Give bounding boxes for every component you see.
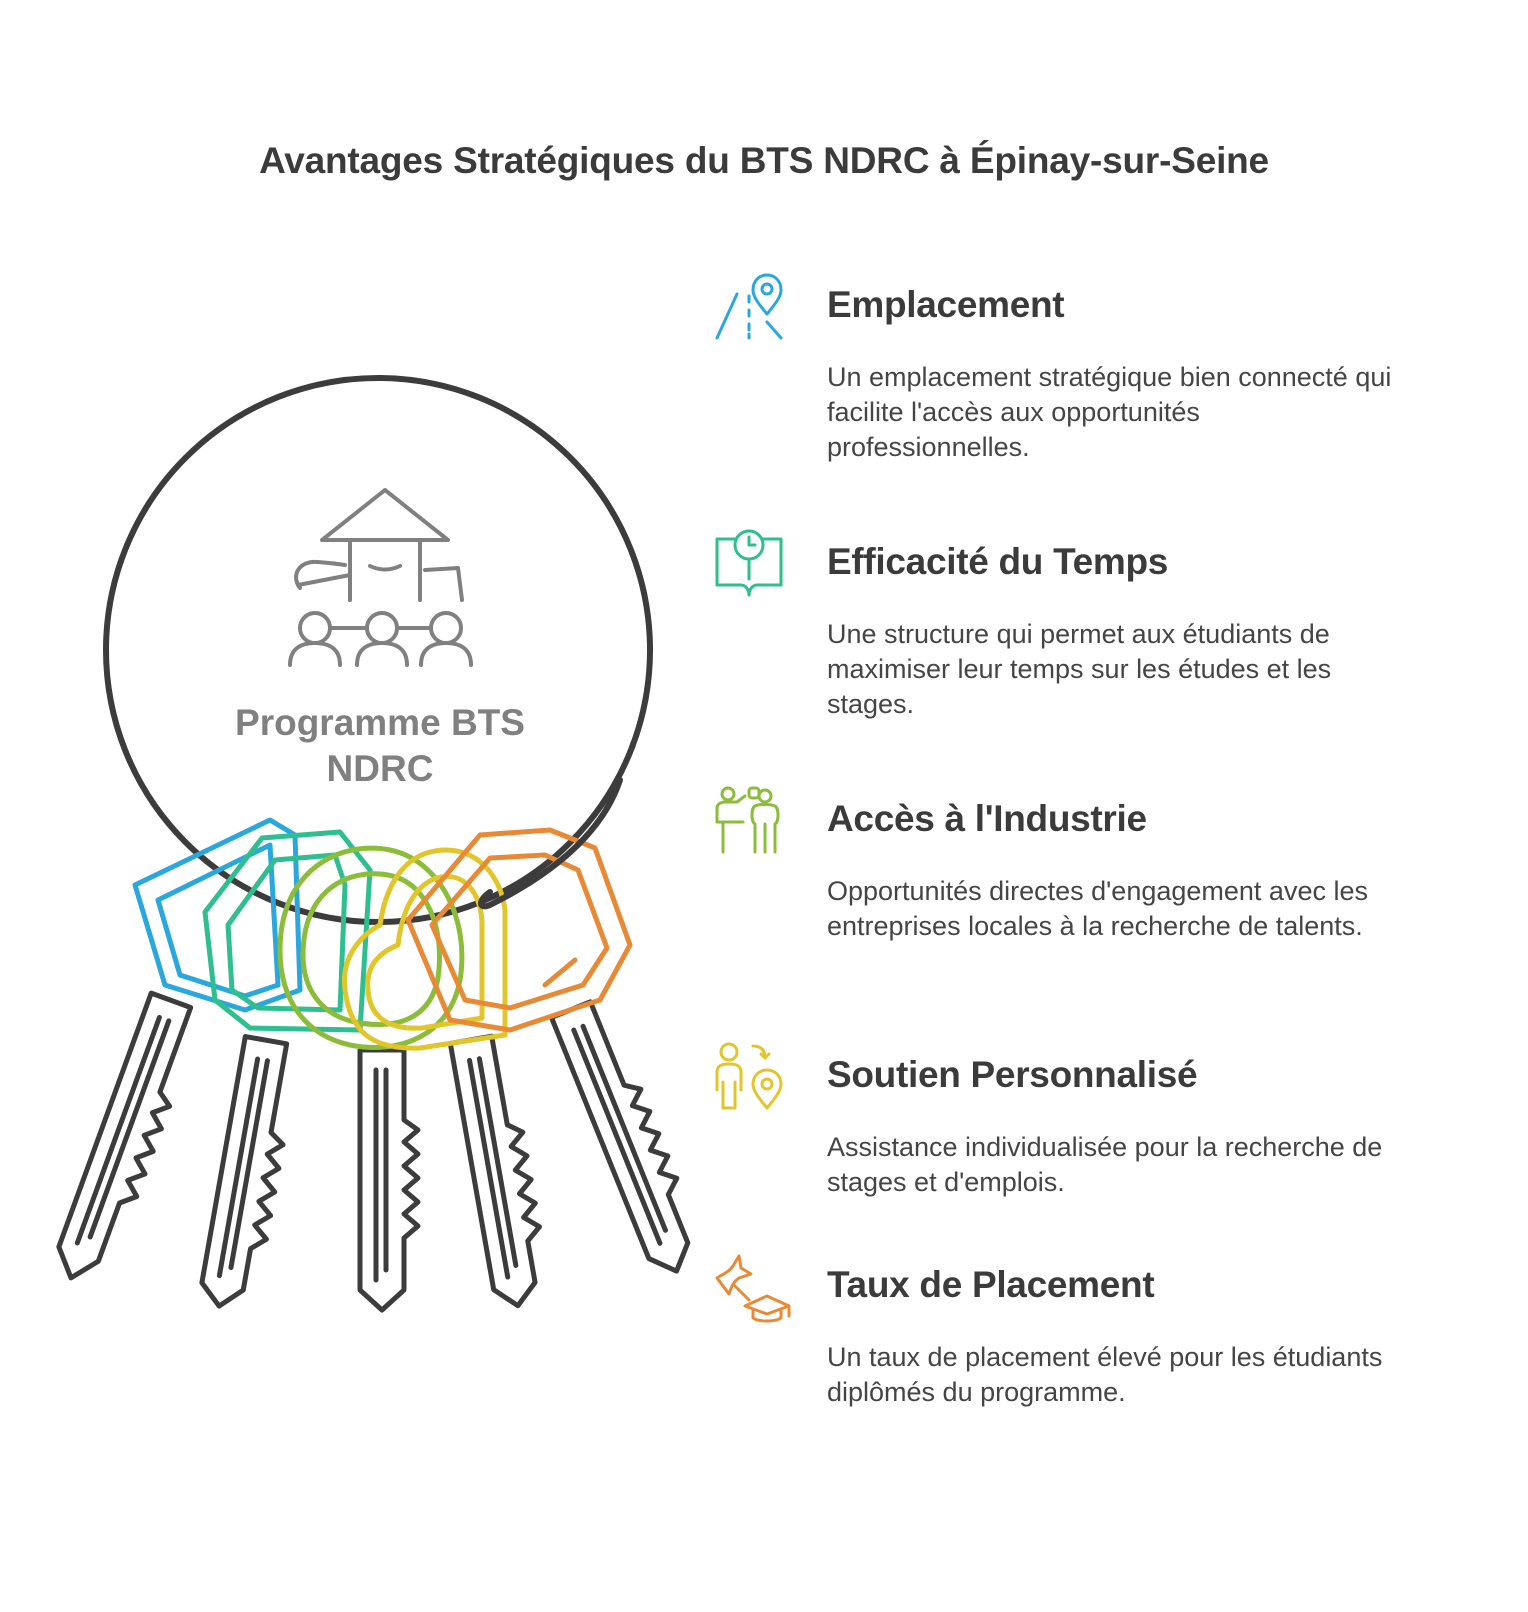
key-blade-4 xyxy=(450,1034,552,1310)
key-blade-1 xyxy=(50,993,204,1289)
benefit-heading: Taux de Placement xyxy=(827,1264,1155,1305)
key-blade-5 xyxy=(551,997,709,1279)
graduate-teacher-students-icon xyxy=(290,490,471,665)
person-guidance-pin-icon xyxy=(715,1042,795,1122)
benefit-heading: Efficacité du Temps xyxy=(827,541,1169,582)
key-ring xyxy=(106,378,650,922)
benefit-item-taux xyxy=(715,1252,1415,1452)
pushpin-graduation-cap-icon xyxy=(715,1252,795,1332)
benefit-description: Opportunités directes d'engagement avec les entreprises locales à la recherche de talents. xyxy=(827,876,1368,941)
benefit-description: Un emplacement stratégique bien connecté qui facilite l'accès aux opportunités professionnelles. xyxy=(827,362,1392,462)
benefit-description: Une structure qui permet aux étudiants de maximiser leur temps sur les études et les stages. xyxy=(827,619,1332,719)
key-blade-3 xyxy=(360,1050,418,1310)
benefit-item-acces xyxy=(715,786,1415,986)
benefit-item-emplacement xyxy=(715,272,1415,472)
road-location-pin-icon xyxy=(715,272,795,352)
keyring-illustration xyxy=(0,0,720,1612)
benefit-description: Un taux de placement élevé pour les étudiants diplômés du programme. xyxy=(827,1342,1383,1407)
benefit-item-efficacite xyxy=(715,529,1415,729)
benefit-heading: Soutien Personnalisé xyxy=(827,1054,1198,1095)
clock-book-icon xyxy=(715,529,795,609)
key-head-blue xyxy=(135,820,300,1010)
benefit-description: Assistance individualisée pour la recherche de stages et d'emplois. xyxy=(827,1132,1383,1197)
benefit-heading: Accès à l'Industrie xyxy=(827,798,1147,839)
presentation-people-icon xyxy=(715,786,795,866)
center-label: Programme BTS NDRC xyxy=(235,702,525,789)
benefit-heading: Emplacement xyxy=(827,284,1065,325)
key-head-orange xyxy=(408,830,630,1030)
key-blade-2 xyxy=(198,1037,300,1313)
page-title: Avantages Stratégiques du BTS NDRC à Épinay-sur-Seine xyxy=(259,140,1269,181)
benefit-item-soutien xyxy=(715,1042,1415,1242)
